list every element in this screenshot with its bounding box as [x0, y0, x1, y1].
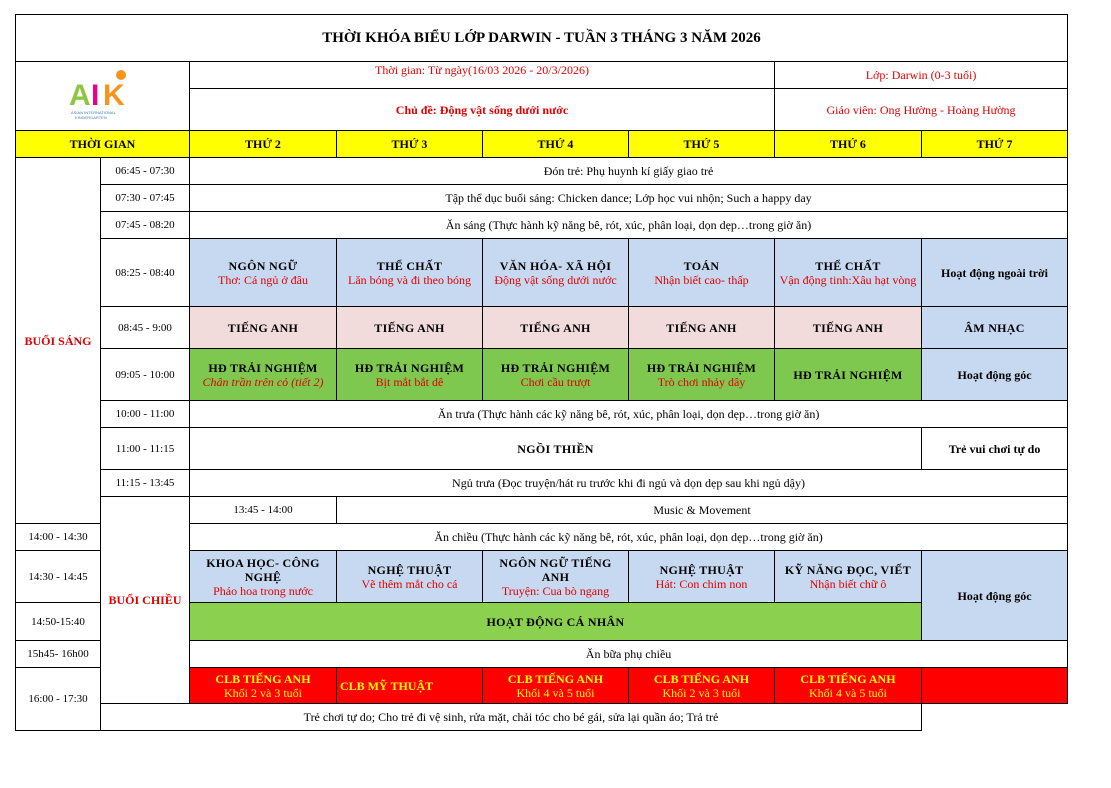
svg-text:I: I — [90, 78, 99, 112]
time-column-header: THỜI GIAN — [16, 131, 190, 158]
day-header: THỨ 5 — [629, 131, 775, 158]
club-cell: CLB TIẾNG ANH Khối 4 và 5 tuổi — [483, 668, 629, 704]
day-header: THỨ 7 — [922, 131, 1068, 158]
lesson-cell: TOÁN Nhận biết cao- thấp — [629, 239, 775, 307]
session-afternoon: BUỔI CHIỀU — [101, 497, 190, 704]
activity: Ăn bữa phụ chiều — [190, 641, 1068, 668]
date-range: Thời gian: Từ ngày(16/03 2026 - 20/3/2026) — [190, 62, 775, 89]
time-slot: 09:05 - 10:00 — [101, 349, 190, 401]
svg-text:K: K — [102, 78, 125, 112]
lesson-cell: KHOA HỌC- CÔNG NGHỆ Pháo hoa trong nước — [190, 551, 337, 603]
time-slot: 10:00 - 11:00 — [101, 401, 190, 428]
lesson-cell: NGHỆ THUẬT Hát: Con chim non — [629, 551, 775, 603]
logo — [16, 62, 190, 131]
club-cell: CLB TIẾNG ANH Khối 4 và 5 tuổi — [775, 668, 922, 704]
lesson-cell: TIẾNG ANH — [337, 307, 483, 349]
activity: Ăn trưa (Thực hành các kỹ năng bê, rót, xúc, phân loại, dọn dẹp…trong giờ ăn) — [190, 401, 1068, 428]
day-header: THỨ 4 — [483, 131, 629, 158]
lesson-cell: Hoạt động góc — [922, 551, 1068, 641]
lesson-cell: Hoạt động góc — [922, 349, 1068, 401]
time-slot: 14:30 - 14:45 — [16, 551, 101, 603]
svg-text:A: A — [68, 78, 91, 112]
club-cell: CLB MỸ THUẬT — [337, 668, 483, 704]
time-slot: 07:45 - 08:20 — [101, 212, 190, 239]
day-header: THỨ 3 — [337, 131, 483, 158]
lesson-cell: VĂN HÓA- XÃ HỘI Động vật sống dưới nước — [483, 239, 629, 307]
session-morning: BUỔI SÁNG — [16, 158, 101, 524]
time-slot: 15h45- 16h00 — [16, 641, 101, 668]
svg-text:KINDERGARTEN: KINDERGARTEN — [74, 114, 107, 120]
activity: Music & Movement — [337, 497, 1068, 524]
aik-logo-icon — [63, 67, 143, 123]
activity: Ngủ trưa (Đọc truyện/hát ru trước khi đi ngủ và dọn dẹp sau khi ngủ dậy) — [190, 470, 1068, 497]
lesson-cell: TIẾNG ANH — [629, 307, 775, 349]
time-slot: 08:25 - 08:40 — [101, 239, 190, 307]
lesson-cell: TIẾNG ANH — [483, 307, 629, 349]
timetable — [15, 14, 1068, 731]
lesson-cell: THỂ CHẤT Lăn bóng và đi theo bóng — [337, 239, 483, 307]
logo-subtitle: ASIAN INTERNATIONAL — [70, 109, 116, 115]
club-cell — [922, 668, 1068, 704]
lesson-cell: HĐ TRẢI NGHIỆM — [775, 349, 922, 401]
class-name: Lớp: Darwin (0-3 tuổi) — [775, 62, 1068, 89]
lesson-cell: HĐ TRẢI NGHIỆM Chân trần trên cỏ (tiết 2) — [190, 349, 337, 401]
time-slot: 16:00 - 17:30 — [16, 668, 101, 731]
lesson-cell: KỸ NĂNG ĐỌC, VIẾT Nhận biết chữ ô — [775, 551, 922, 603]
lesson-cell: NGÔN NGỮ TIẾNG ANH Truyện: Cua bò ngang — [483, 551, 629, 603]
lesson-cell: HĐ TRẢI NGHIỆM Chơi cầu trượt — [483, 349, 629, 401]
activity: HOẠT ĐỘNG CÁ NHÂN — [190, 603, 922, 641]
activity: Trẻ chơi tự do; Cho trẻ đi vệ sinh, rửa mặt, chải tóc cho bé gái, sửa lại quần áo; Trả trẻ — [101, 704, 922, 731]
lesson-cell: NGÔN NGỮ Thơ: Cá ngủ ở đâu — [190, 239, 337, 307]
activity: Trẻ vui chơi tự do — [922, 428, 1068, 470]
time-slot: 08:45 - 9:00 — [101, 307, 190, 349]
time-slot: 06:45 - 07:30 — [101, 158, 190, 185]
day-header: THỨ 6 — [775, 131, 922, 158]
page-title: THỜI KHÓA BIỂU LỚP DARWIN - TUẦN 3 THÁNG 3 NĂM 2026 — [16, 15, 1068, 62]
lesson-cell: NGHỆ THUẬT Vẽ thêm mắt cho cá — [337, 551, 483, 603]
club-cell: CLB TIẾNG ANH Khối 2 và 3 tuổi — [190, 668, 337, 704]
time-slot: 11:15 - 13:45 — [101, 470, 190, 497]
time-slot: 14:50-15:40 — [16, 603, 101, 641]
time-slot: 13:45 - 14:00 — [190, 497, 337, 524]
lesson-cell: THỂ CHẤT Vận động tinh:Xâu hạt vòng — [775, 239, 922, 307]
time-slot: 11:00 - 11:15 — [101, 428, 190, 470]
lesson-cell: ÂM NHẠC — [922, 307, 1068, 349]
teacher: Giáo viên: Ong Hường - Hoàng Hường — [775, 89, 1068, 131]
theme: Chủ đề: Động vật sống dưới nước — [190, 89, 775, 131]
lesson-cell: HĐ TRẢI NGHIỆM Trò chơi nhảy dây — [629, 349, 775, 401]
activity: NGỒI THIỀN — [190, 428, 922, 470]
lesson-cell: TIẾNG ANH — [775, 307, 922, 349]
activity: Ăn chiều (Thực hành các kỹ năng bê, rót, xúc, phân loại, dọn dẹp…trong giờ ăn) — [190, 524, 1068, 551]
lesson-cell: HĐ TRẢI NGHIỆM Bịt mắt bắt dê — [337, 349, 483, 401]
activity: Ăn sáng (Thực hành kỹ năng bê, rót, xúc, phân loại, dọn dẹp…trong giờ ăn) — [190, 212, 1068, 239]
day-header: THỨ 2 — [190, 131, 337, 158]
club-cell: CLB TIẾNG ANH Khối 2 và 3 tuổi — [629, 668, 775, 704]
lesson-cell: Hoạt động ngoài trời — [922, 239, 1068, 307]
activity: Tập thể dục buổi sáng: Chicken dance; Lớp học vui nhộn; Such a happy day — [190, 185, 1068, 212]
lesson-cell: TIẾNG ANH — [190, 307, 337, 349]
activity: Đón trẻ: Phụ huynh kí giấy giao trẻ — [190, 158, 1068, 185]
time-slot: 07:30 - 07:45 — [101, 185, 190, 212]
time-slot: 14:00 - 14:30 — [16, 524, 101, 551]
